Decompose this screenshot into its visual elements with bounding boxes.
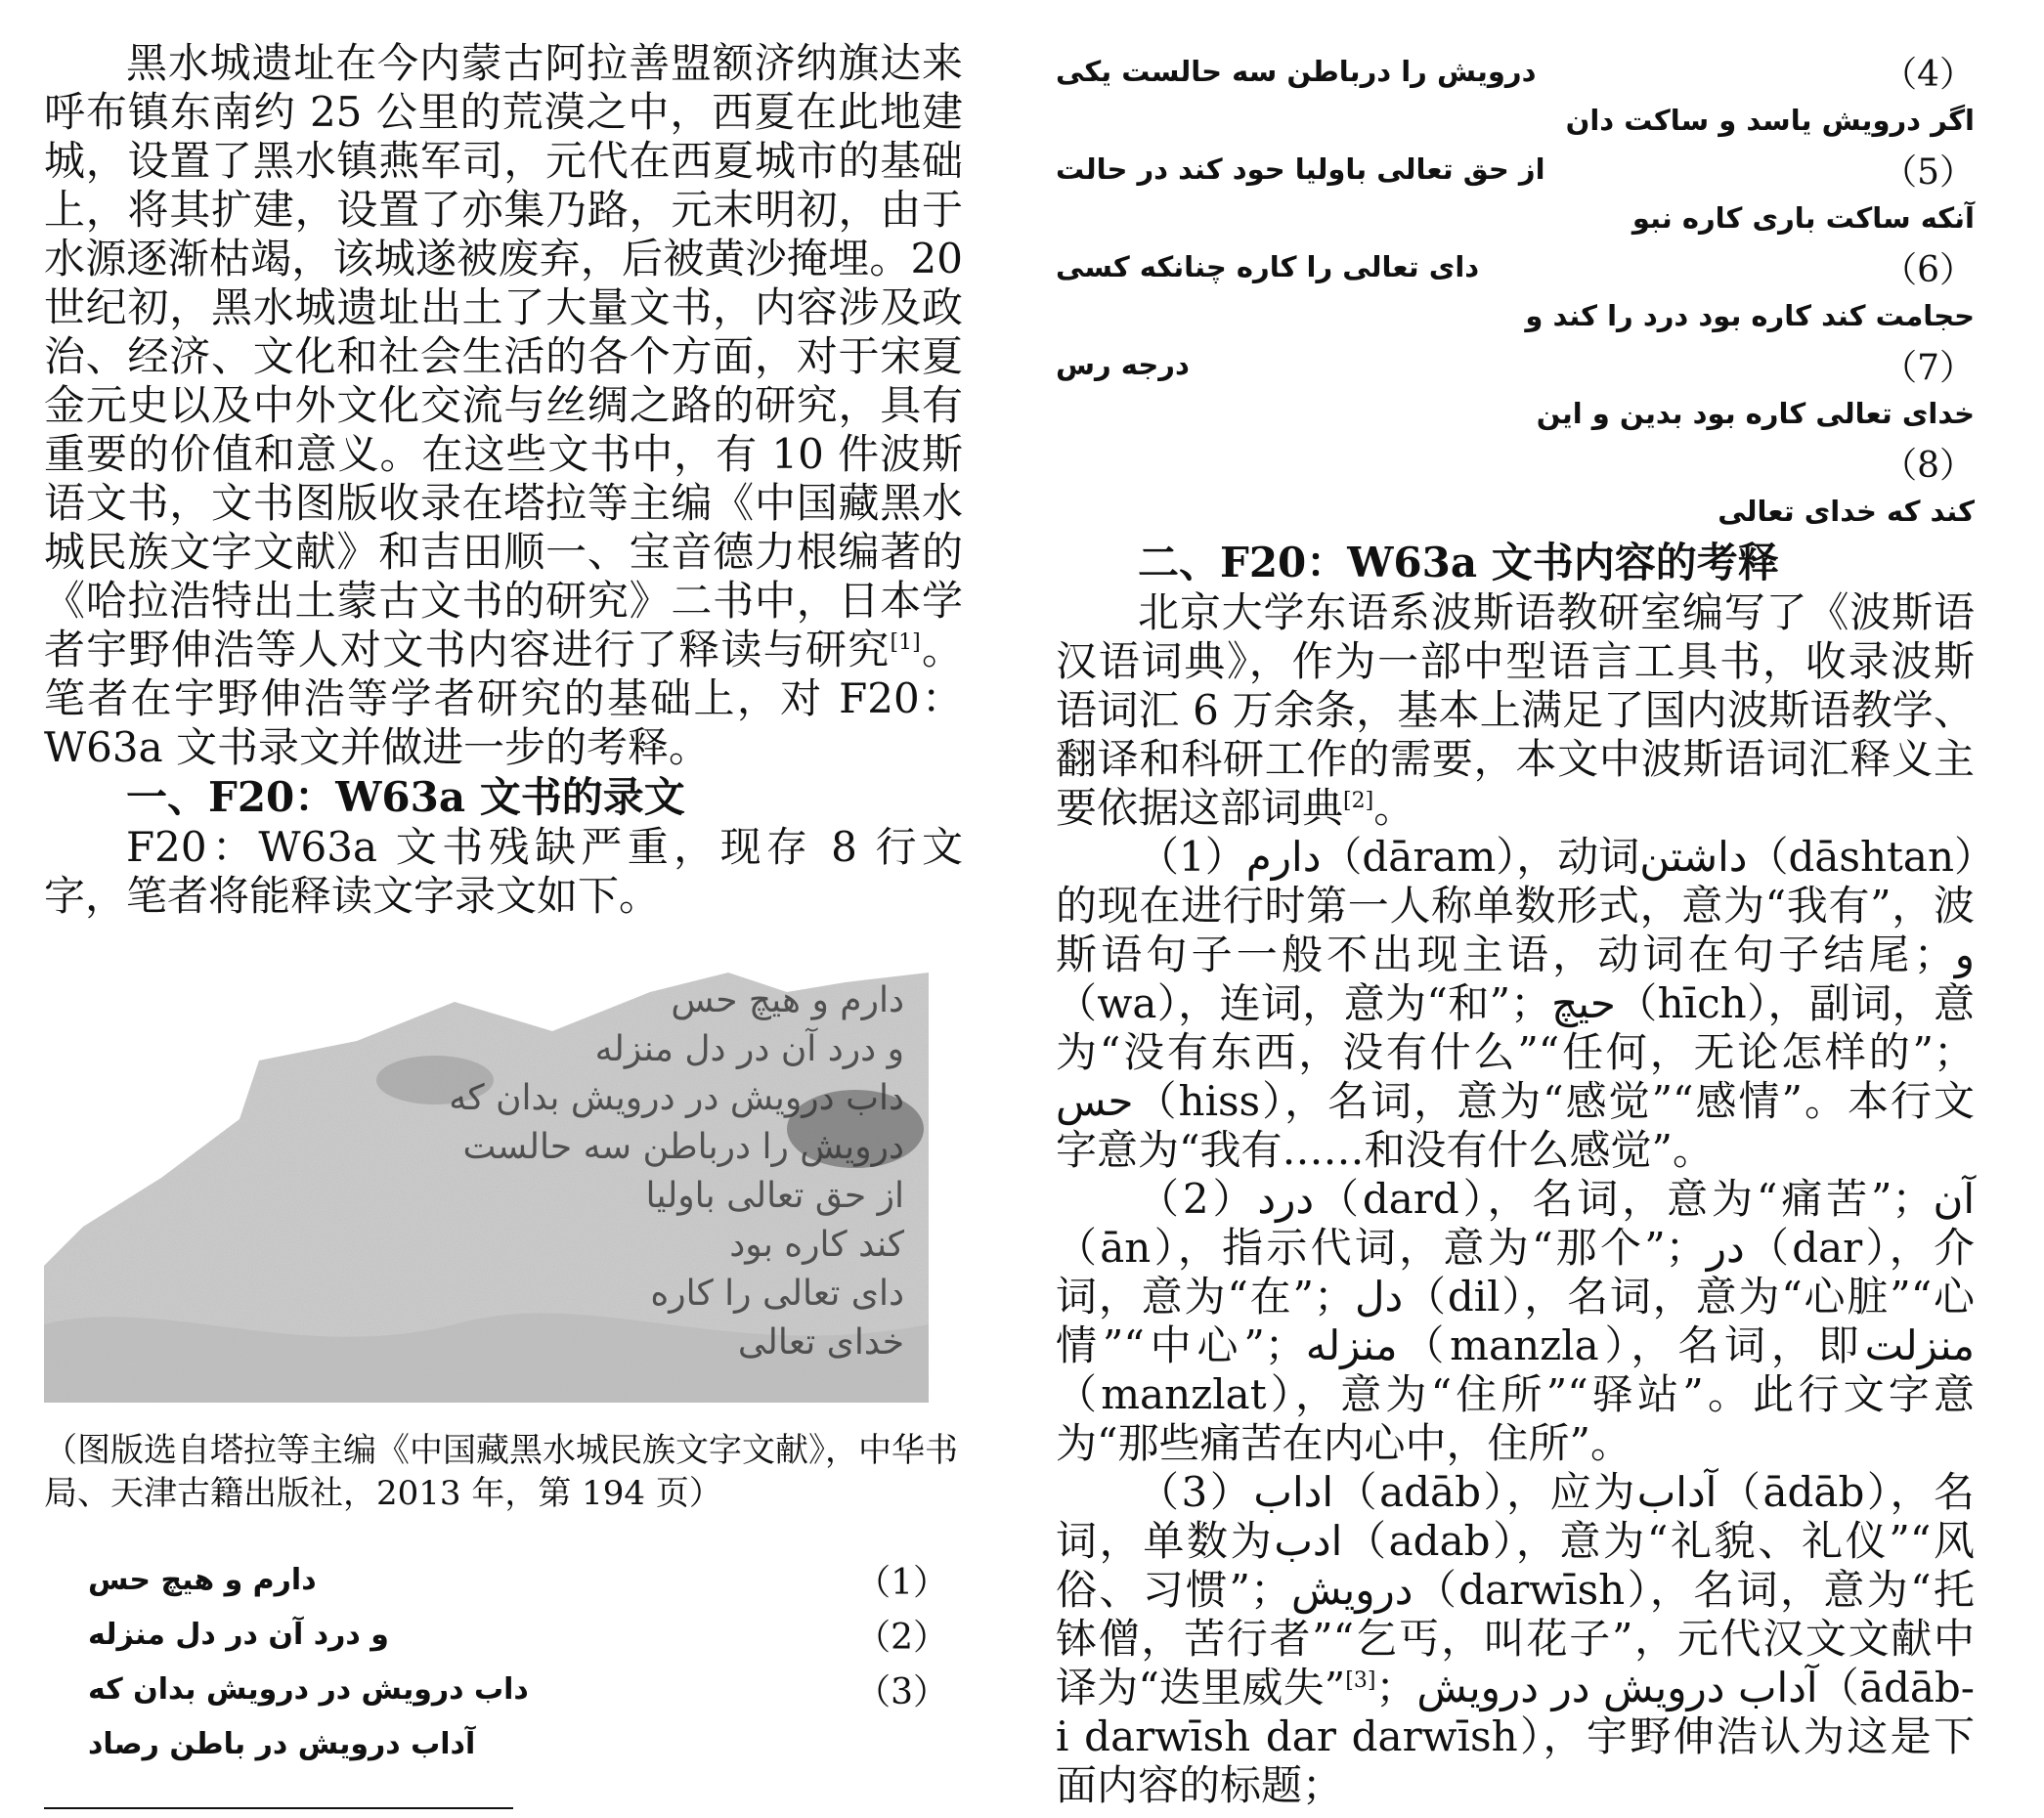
footnote-ref-3[interactable]: [3] [1345, 1668, 1376, 1693]
transcription-line-3-cont: آداب درویش در باطن رصاد [88, 1726, 476, 1761]
note-line-1: （1）دارم（dāram），动词داشتن（dāshtan）的现在进行时第一人称单数形式，意为“我有”，波斯语句子一般不出现主语，动词在句子结尾；و（wa），连词，意为“和”；حیچ（hīch），副词，意为“没有东西，没有什么”“任何，无论怎样的”；حس（hiss），名词，意为“感觉”“感情”。本行文字意为“我有……和没有什么感觉”。 [1056, 833, 1975, 1174]
note-line-3: （3）اداب（adāb），应为آداب（ādāb），名词，单数为ادب（adab），意为“礼貌、礼仪”“风俗、习惯”；درویش（darwīsh），名词，意为“托钵僧，苦行者”“乞丐，叫花子”，元代汉文文献中译为“迭里威失”[3]；آداب درویش در درویش（ādāb-i darwīsh dar darwīsh），宇野伸浩认为这是下面内容的标题； [1056, 1468, 1976, 1809]
manuscript-line: داب درویش در درویش بدان که [449, 1078, 904, 1118]
figure-caption-block [44, 1429, 963, 1515]
transcription-line-4: درویش را درباطن سه حالست یکی （4） [1056, 54, 1975, 95]
transcription-line-3: داب درویش در درویش بدان که （3） [88, 1671, 948, 1712]
transcription-line-8-cont: کند که خدای تعالی [1718, 495, 1975, 528]
manuscript-image [44, 973, 929, 1403]
intro-paragraph: 黑水城遗址在今内蒙古阿拉善盟额济纳旗达来呼布镇东南约 25 公里的荒漠之中，西夏在此地建城，设置了黑水镇燕军司，元代在西夏城市的基础上，将其扩建，设置了亦集乃路，元末明初，由于水源逐渐枯竭，该城遂被废弃，后被黄沙掩埋。20 世纪初，黑水城遗址出土了大量文书，内容涉及政治、经济、文化和社会生活的各个方面，对于宋夏金元史以及中外文化交流与丝绸之路的研究，具有重要的价值和意义。在这些文书中，有 10 件波斯语文书，文书图版收录在塔拉等主编《中国藏黑水城民族文字文献》和吉田顺一、宝音德力根编著的《哈拉浩特出土蒙古文书的研究》二书中，日本学者宇野伸浩等人对文书内容进行了释读与研究[1]。笔者在宇野伸浩等学者研究的基础上，对 F20：W63a 文书录文并做进一步的考释。 [44, 39, 963, 771]
transcription-line-2: و درد آن در دل منزله （2） [88, 1617, 948, 1658]
persian-transcription-left [88, 1552, 948, 1771]
transcription-intro: F20：W63a 文书残缺严重，现存 8 行文字，笔者将能释读文字录文如下。 [44, 823, 963, 920]
footnote-ref-2[interactable]: [2] [1343, 789, 1374, 813]
footnote-ref-1[interactable]: [1] [890, 630, 921, 655]
transcription-line-4-cont: اگر درویش یاسد و ساکت دان [1565, 104, 1975, 137]
transcription-line-6-cont: حجامت کند کاره بود درد را کند و [1525, 299, 1975, 332]
figure-caption: （图版选自塔拉等主编《中国藏黑水城民族文字文献》，中华书局、天津古籍出版社，2013 年，第 194 页） [44, 1431, 958, 1513]
transcription-line-6: دای تعالی را کاره چنانکه کسی （6） [1056, 249, 1975, 290]
footnote-rule [44, 1807, 513, 1809]
manuscript-line: از حق تعالی باولیا [645, 1176, 904, 1216]
section-heading-1: 一、F20：W63a 文书的录文 [126, 773, 685, 821]
manuscript-line: دای تعالی را کاره [650, 1274, 904, 1314]
manuscript-line: و درد آن در دل منزله [594, 1029, 904, 1069]
right-column [1056, 47, 1975, 1810]
dictionary-paragraph: 北京大学东语系波斯语教研室编写了《波斯语汉语词典》，作为一部中型语言工具书，收录波斯语词汇 6 万余条，基本上满足了国内波斯语教学、翻译和科研工作的需要，本文中波斯语词汇释义主要依据这部词典[2]。 [1056, 588, 1975, 832]
manuscript-line: درویش را درباطن سه حالست [462, 1127, 904, 1167]
transcription-line-7: درجه رس （7） [1056, 347, 1975, 388]
manuscript-line: خدای تعالی [737, 1322, 904, 1363]
manuscript-line: کند کاره بود [729, 1225, 904, 1265]
transcription-line-7-cont: خدای تعالی کاره بود بدین و این [1536, 397, 1975, 430]
transcription-line-5-cont: آنکه ساکت باری کاره نبو [1631, 201, 1975, 235]
transcription-line-1: دارم و هیچ حس （1） [88, 1562, 948, 1603]
transcription-line-5: از حق تعالی باولیا حود کند در حالت （5） [1056, 152, 1975, 193]
note-line-2: （2）درد（dard），名词，意为“痛苦”；آن（ān），指示代词，意为“那个”；در（dar），介词，意为“在”；دل（dil），名词，意为“心脏”“心情”“中心”；منزله（manzla），名词，即منزلت（manzlat），意为“住所”“驿站”。此行文字意为“那些痛苦在内心中，住所”。 [1056, 1175, 1975, 1467]
section-heading-2: 二、F20：W63a 文书内容的考释 [1138, 539, 1779, 586]
left-column [44, 39, 963, 921]
manuscript-line: دارم و هیچ حس [671, 980, 904, 1020]
transcription-line-8: （8） [1882, 445, 1975, 486]
